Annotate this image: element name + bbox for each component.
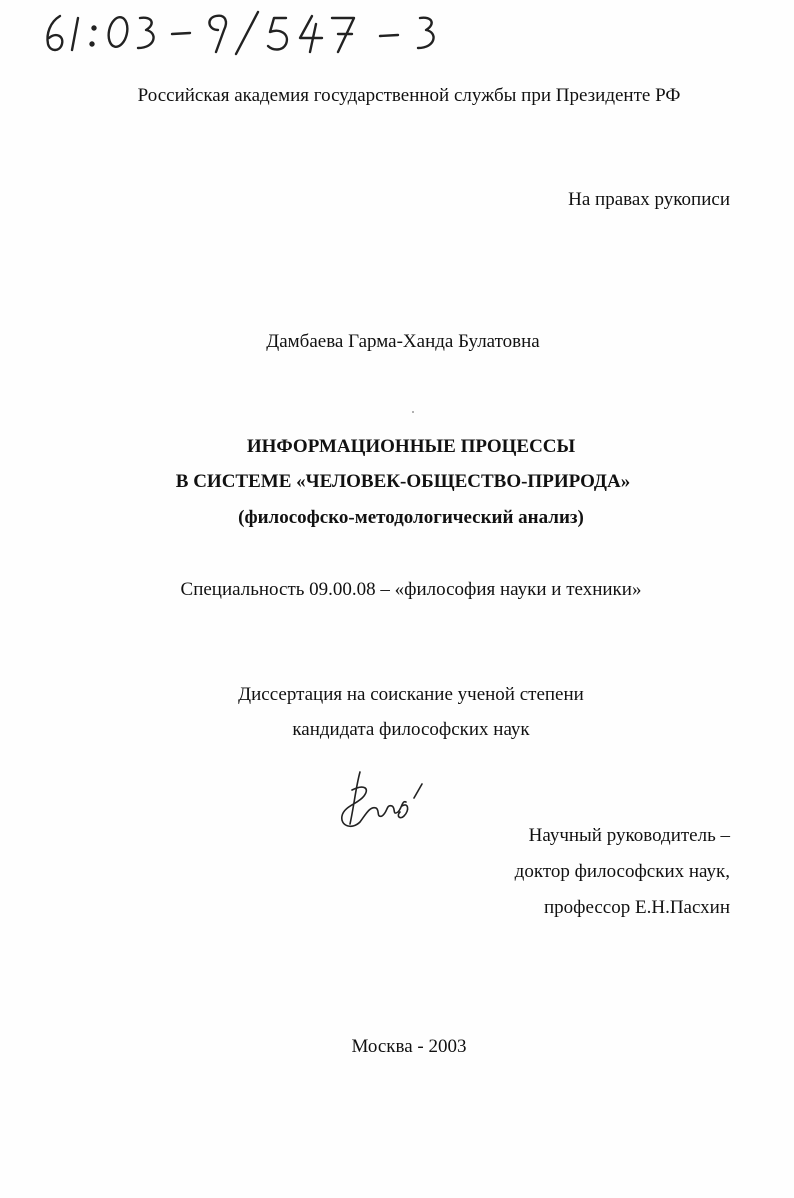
city-year: Москва - 2003 xyxy=(351,1036,467,1057)
supervisor-name: профессор Е.Н.Пасхин xyxy=(543,897,730,918)
author-name: Дамбаева Гарма-Ханда Булатовна xyxy=(266,331,540,352)
dissertation-title-line-1: ИНФОРМАЦИОННЫЕ ПРОЦЕССЫ xyxy=(246,436,576,457)
degree-line-2: кандидата философских наук xyxy=(292,719,530,740)
handwritten-signature xyxy=(330,766,430,838)
supervisor-label: Научный руководитель – xyxy=(528,825,730,846)
degree-line-1: Диссертация на соискание ученой степени xyxy=(238,684,584,705)
scan-speck xyxy=(412,411,414,413)
dissertation-title-line-2: В СИСТЕМЕ «ЧЕЛОВЕК-ОБЩЕСТВО-ПРИРОДА» xyxy=(175,471,631,492)
manuscript-rights-label: На правах рукописи xyxy=(568,189,730,210)
speciality-line: Специальность 09.00.08 – «философия науки и техники» xyxy=(180,579,642,600)
dissertation-subtitle: (философско-методологический анализ) xyxy=(238,507,584,528)
archive-stamp-handwritten xyxy=(40,8,460,58)
organization-name: Российская академия государственной службы при Президенте РФ xyxy=(137,85,681,106)
supervisor-degree: доктор философских наук, xyxy=(514,861,730,882)
